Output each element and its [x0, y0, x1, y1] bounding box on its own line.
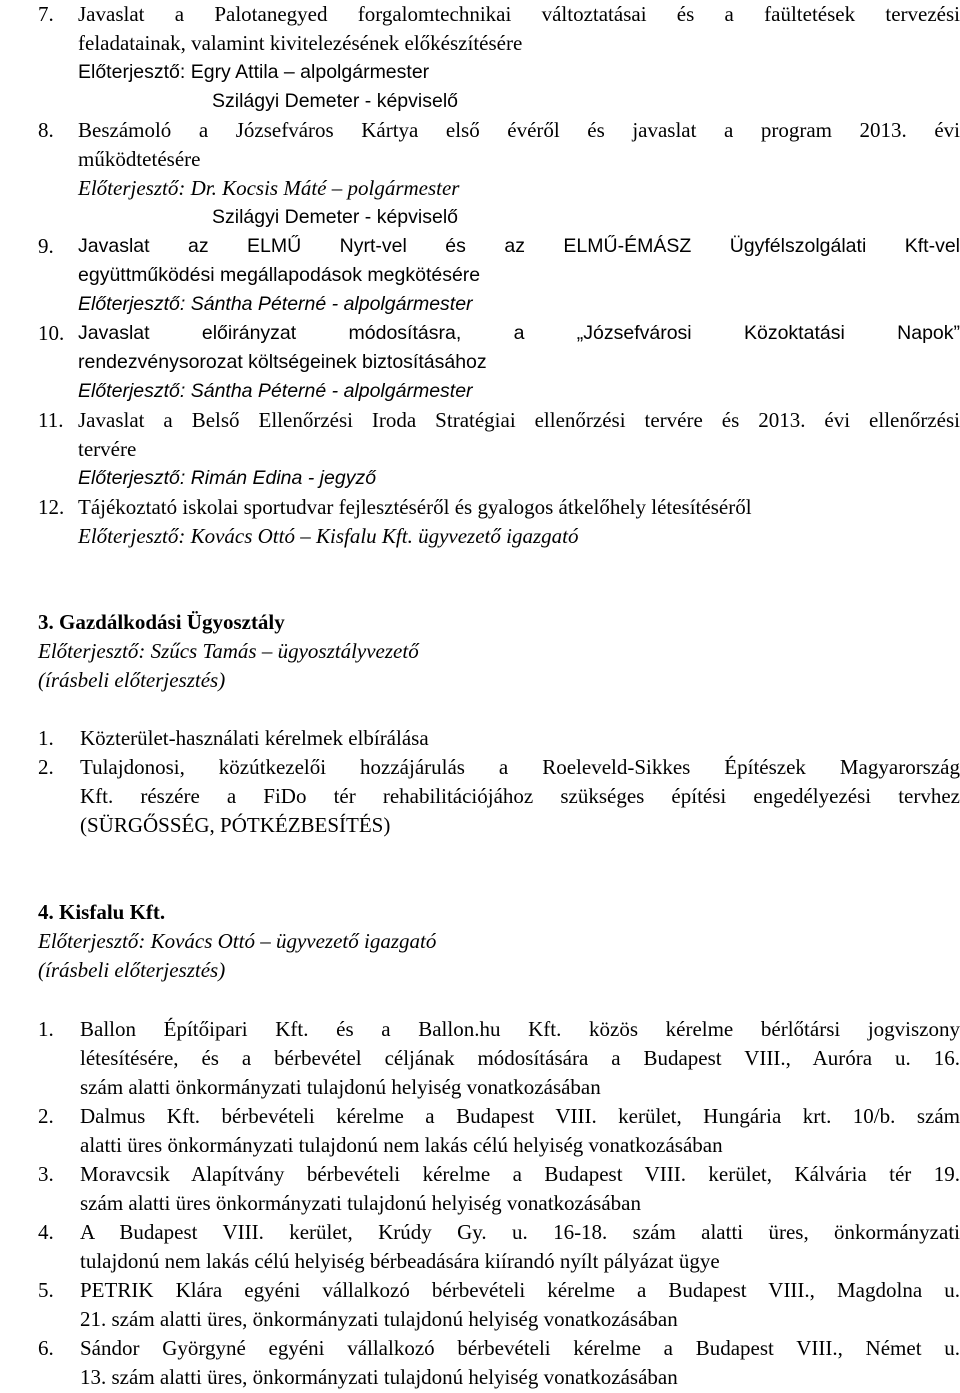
item-number: 3.	[38, 1162, 54, 1186]
item-presenter-2: Szilágyi Demeter - képviselő	[212, 90, 459, 112]
item-title-line: Javaslat előirányzat módosításra, a „Józsefvárosi Közoktatási Napok”	[78, 322, 960, 344]
item-text-line: Tulajdonosi, közútkezelői hozzájárulás a Roeleveld-Sikkes Építészek Magyarország	[80, 755, 960, 779]
item-presenter: Előterjesztő: Sántha Péterné - alpolgármester	[78, 380, 473, 402]
item-text-line: PETRIK Klára egyéni vállalkozó bérbevételi kérelme a Budapest VIII., Magdolna u.	[80, 1278, 960, 1302]
item-title-line: Beszámoló a Józsefváros Kártya első évéről és javaslat a program 2013. évi	[78, 118, 960, 142]
item-text-line: Kft. részére a FiDo tér rehabilitációjához szükséges építési engedélyezési tervhez	[80, 784, 960, 808]
section-presenter: Előterjesztő: Kovács Ottó – ügyvezető igazgató	[38, 929, 437, 953]
item-title-line: Javaslat a Belső Ellenőrzési Iroda Stratégiai ellenőrzési tervére és 2013. évi ellenőrzési	[78, 408, 960, 432]
item-title-line: együttműködési megállapodások megkötésére	[78, 264, 481, 286]
item-text-line: Közterület-használati kérelmek elbírálása	[80, 726, 429, 750]
item-text-line: Moravcsik Alapítvány bérbevételi kérelme a Budapest VIII. kerület, Kálvária tér 19.	[80, 1162, 960, 1186]
item-number: 11.	[38, 408, 64, 432]
item-presenter-2: Szilágyi Demeter - képviselő	[212, 206, 459, 228]
item-text-line: A Budapest VIII. kerület, Krúdy Gy. u. 16-18. szám alatti üres, önkormányzati	[80, 1220, 960, 1244]
item-number: 9.	[38, 234, 54, 258]
item-text-line: szám alatti üres önkormányzati tulajdonú helyiség vonatkozásában	[80, 1191, 641, 1215]
item-text-line: 13. szám alatti üres, önkormányzati tulajdonú helyiség vonatkozásában	[80, 1365, 678, 1389]
section-note: (írásbeli előterjesztés)	[38, 958, 226, 982]
item-text-line: Ballon Építőipari Kft. és a Ballon.hu Kft. közös kérelme bérlőtársi jogviszony	[80, 1017, 960, 1041]
item-number: 2.	[38, 755, 54, 779]
item-text-line: létesítésére, és a bérbevétel céljának módosítására a Budapest VIII., Auróra u. 16.	[80, 1046, 960, 1070]
item-title-line: tervére	[78, 437, 137, 461]
item-title-line: Javaslat a Palotanegyed forgalomtechnikai változtatásai és a faültetések tervezési	[78, 2, 960, 26]
item-number: 2.	[38, 1104, 54, 1128]
section-3	[38, 608, 938, 695]
item-text-line: szám alatti önkormányzati tulajdonú helyiség vonatkozásában	[80, 1075, 601, 1099]
item-text-line: alatti üres önkormányzati tulajdonú nem lakás célú helyiség vonatkozásában	[80, 1133, 723, 1157]
item-presenter: Előterjesztő: Rimán Edina - jegyző	[78, 467, 377, 489]
item-title-line: működtetésére	[78, 147, 201, 171]
item-text-line: 21. szám alatti üres, önkormányzati tulajdonú helyiség vonatkozásában	[80, 1307, 678, 1331]
item-presenter: Előterjesztő: Sántha Péterné - alpolgármester	[78, 293, 473, 315]
item-title-line: feladatainak, valamint kivitelezésének előkészítésére	[78, 31, 523, 55]
item-text-line: tulajdonú nem lakás célú helyiség bérbeadására kiírandó nyílt pályázat ügye	[80, 1249, 720, 1273]
item-number: 10.	[38, 321, 65, 345]
item-number: 4.	[38, 1220, 54, 1244]
item-number: 1.	[38, 726, 54, 750]
item-presenter: Előterjesztő: Egry Attila – alpolgármester	[78, 61, 430, 83]
section-heading: 4. Kisfalu Kft.	[38, 900, 166, 924]
item-text-line: (SÜRGŐSSÉG, PÓTKÉZBESÍTÉS)	[80, 813, 391, 837]
section-4	[38, 898, 938, 985]
section-note: (írásbeli előterjesztés)	[38, 668, 226, 692]
item-text-line: Sándor Györgyné egyéni vállalkozó bérbevételi kérelme a Budapest VIII., Német u.	[80, 1336, 960, 1360]
item-presenter: Előterjesztő: Dr. Kocsis Máté – polgármester	[78, 176, 460, 200]
item-title-line: Javaslat az ELMŰ Nyrt-vel és az ELMŰ-ÉMÁSZ Ügyfélszolgálati Kft-vel	[78, 235, 960, 257]
item-title-line: Tájékoztató iskolai sportudvar fejlesztéséről és gyalogos átkelőhely létesítéséről	[78, 495, 752, 519]
item-number: 1.	[38, 1017, 54, 1041]
item-number: 7.	[38, 2, 54, 26]
item-title-line: rendezvénysorozat költségeinek biztosításához	[78, 351, 487, 373]
item-number: 6.	[38, 1336, 54, 1360]
item-presenter: Előterjesztő: Kovács Ottó – Kisfalu Kft. ügyvezető igazgató	[78, 524, 579, 548]
section-presenter: Előterjesztő: Szűcs Tamás – ügyosztályvezető	[38, 639, 419, 663]
item-number: 5.	[38, 1278, 54, 1302]
item-text-line: Dalmus Kft. bérbevételi kérelme a Budapest VIII. kerület, Hungária krt. 10/b. szám	[80, 1104, 960, 1128]
item-number: 8.	[38, 118, 54, 142]
section-heading: 3. Gazdálkodási Ügyosztály	[38, 610, 285, 634]
item-number: 12.	[38, 495, 65, 519]
